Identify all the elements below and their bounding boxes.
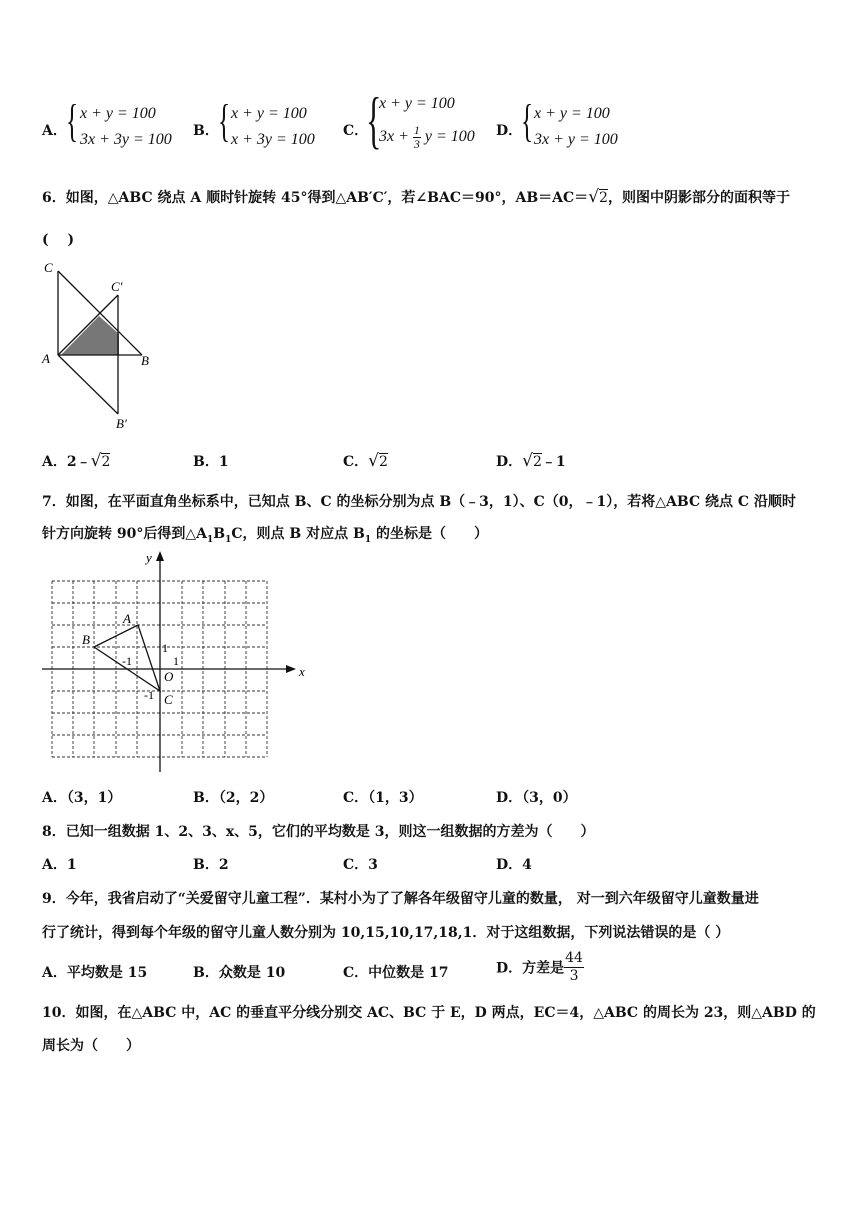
y-axis-arrow-icon bbox=[156, 551, 164, 561]
q8-option-c: C．3 bbox=[343, 857, 378, 873]
q9-option-c: C．中位数是 17 bbox=[343, 965, 449, 981]
q5-option-b-eq1: x + y = 100 bbox=[231, 105, 307, 122]
q9-option-d bbox=[496, 950, 584, 985]
brace-icon: { bbox=[366, 84, 382, 155]
q5-option-d-eq2: 3x + y = 100 bbox=[534, 131, 618, 148]
label-y: y bbox=[146, 550, 152, 565]
fraction-denominator: 3 bbox=[413, 137, 420, 151]
label-a: A bbox=[42, 351, 50, 366]
q6-text-part2: ，则图中阴影部分的面积等于 bbox=[607, 190, 790, 206]
q6-option-c bbox=[343, 451, 388, 471]
fraction bbox=[564, 950, 584, 985]
q7-text-part4: 的坐标是（ ） bbox=[371, 526, 488, 542]
q6-question-text bbox=[42, 187, 790, 207]
sqrt-radicand: 2 bbox=[599, 190, 608, 206]
subscript: 1 bbox=[207, 534, 214, 545]
label-b: B bbox=[82, 632, 90, 647]
x-axis-arrow-icon bbox=[286, 665, 296, 673]
sqrt-radicand: 2 bbox=[101, 454, 111, 470]
sqrt-radicand: 2 bbox=[532, 454, 542, 470]
option-label: D． bbox=[496, 454, 523, 470]
q5-option-c-eq2-part1: 3x + bbox=[379, 128, 409, 146]
q6-text-part1: 6．如图，△ABC 绕点 A 顺时针旋转 45°得到△AB′C′，若∠BAC＝90°，AB＝AC＝ bbox=[42, 190, 589, 206]
q6-option-a bbox=[42, 451, 110, 471]
brace-icon: { bbox=[66, 95, 79, 146]
brace-icon: { bbox=[521, 95, 534, 146]
tick-label-neg1-y: -1 bbox=[144, 688, 154, 702]
q5-option-c-eq2 bbox=[379, 124, 475, 151]
q9-question-line2: 行了统计，得到每个年级的留守儿童人数分别为 10,15,10,17,18,1．对于这组数据，下列说法错误的是（ ） bbox=[42, 925, 730, 941]
q6-rotation-figure bbox=[38, 258, 168, 430]
label-a: A bbox=[123, 611, 131, 626]
sqrt-radicand: 2 bbox=[379, 454, 388, 470]
axes bbox=[42, 554, 294, 772]
brace-icon: { bbox=[218, 95, 231, 146]
option-prefix: 2﹣ bbox=[66, 454, 91, 470]
option-label: B． bbox=[193, 454, 219, 470]
fraction bbox=[413, 124, 421, 151]
q7-question-line1: 7．如图，在平面直角坐标系中，已知点 B、C 的坐标分别为点 B（﹣3，1）、C（0，﹣1），若将△ABC 绕点 C 沿顺时 bbox=[42, 494, 796, 510]
q5-option-d-eq1: x + y = 100 bbox=[534, 105, 610, 122]
shaded-region bbox=[61, 316, 119, 355]
label-x: x bbox=[299, 664, 305, 679]
label-b: B bbox=[141, 353, 149, 368]
q5-option-a-eq1: x + y = 100 bbox=[80, 105, 156, 122]
label-o: O bbox=[164, 669, 174, 684]
q9-question-line1: 9．今年，我省启动了“关爱留守儿童工程”．某村小为了了解各年级留守儿童的数量， 对一到六年级留守儿童数量进 bbox=[42, 891, 759, 907]
q5-option-a-eq2: 3x + 3y = 100 bbox=[80, 131, 172, 148]
sqrt-symbol: √2 bbox=[368, 451, 388, 471]
side-ab-prime bbox=[58, 355, 118, 414]
label-c: C bbox=[44, 260, 53, 275]
fraction-denominator: 3 bbox=[569, 968, 579, 984]
label-c-prime: C′ bbox=[111, 279, 123, 294]
q7-option-c: C．（1，3） bbox=[343, 790, 423, 806]
q7-question-line2 bbox=[42, 523, 488, 545]
q6-answer-paren: ( ) bbox=[42, 232, 75, 248]
q8-option-b: B．2 bbox=[193, 857, 229, 873]
q6-option-d bbox=[496, 451, 566, 471]
subscript: 1 bbox=[225, 534, 232, 545]
q7-option-a: A．（3，1） bbox=[42, 790, 122, 806]
label-b-prime: B′ bbox=[116, 416, 127, 430]
option-label: C． bbox=[343, 454, 369, 470]
q7-text-part1: 针方向旋转 90°后得到△A bbox=[42, 526, 207, 542]
q6-option-b bbox=[193, 451, 229, 471]
option-label: A． bbox=[42, 454, 67, 470]
q7-text-part3: C，则点 B 对应点 B bbox=[231, 526, 365, 542]
option-value: 1 bbox=[218, 454, 229, 470]
q5-option-d-label: D． bbox=[496, 123, 523, 139]
q5-option-c-eq1: x + y = 100 bbox=[379, 95, 455, 112]
q5-option-c-eq2-part2: y = 100 bbox=[424, 128, 475, 146]
tick-label-neg1-x: -1 bbox=[122, 654, 132, 668]
sqrt-symbol: √2 bbox=[588, 187, 608, 207]
q10-question-line2: 周长为（ ） bbox=[42, 1038, 140, 1054]
q5-option-a-label: A． bbox=[42, 123, 67, 139]
q8-option-a: A．1 bbox=[42, 857, 77, 873]
q8-option-d: D．4 bbox=[496, 857, 532, 873]
tick-label-1-y: 1 bbox=[162, 641, 168, 655]
q7-option-b: B．（2，2） bbox=[193, 790, 274, 806]
q7-option-d: D．（3，0） bbox=[496, 790, 577, 806]
q9-option-b: B．众数是 10 bbox=[193, 965, 286, 981]
q5-option-c-label: C． bbox=[343, 123, 369, 139]
q7-coordinate-grid-figure bbox=[38, 548, 310, 776]
option-text: D．方差是 bbox=[496, 960, 565, 977]
q9-option-a: A．平均数是 15 bbox=[42, 965, 148, 981]
q7-text-part2: B bbox=[213, 526, 226, 542]
q5-option-b-label: B． bbox=[193, 123, 219, 139]
subscript: 1 bbox=[364, 534, 372, 545]
tick-label-1-x: 1 bbox=[173, 654, 179, 668]
q8-question-text: 8．已知一组数据 1、2、3、x、5，它们的平均数是 3，则这一组数据的方差为（ ） bbox=[42, 824, 595, 840]
fraction-numerator: 44 bbox=[565, 950, 583, 966]
q5-option-b-eq2: x + 3y = 100 bbox=[231, 131, 315, 148]
fraction-numerator: 1 bbox=[413, 123, 420, 137]
option-suffix: ﹣1 bbox=[541, 454, 566, 470]
sqrt-symbol: √2 bbox=[522, 451, 542, 471]
q10-question-line1: 10．如图，在△ABC 中，AC 的垂直平分线分别交 AC、BC 于 E，D 两点，EC＝4，△ABC 的周长为 23，则△ABD 的 bbox=[42, 1005, 816, 1021]
sqrt-symbol: √2 bbox=[90, 451, 111, 471]
label-c: C bbox=[164, 692, 173, 707]
